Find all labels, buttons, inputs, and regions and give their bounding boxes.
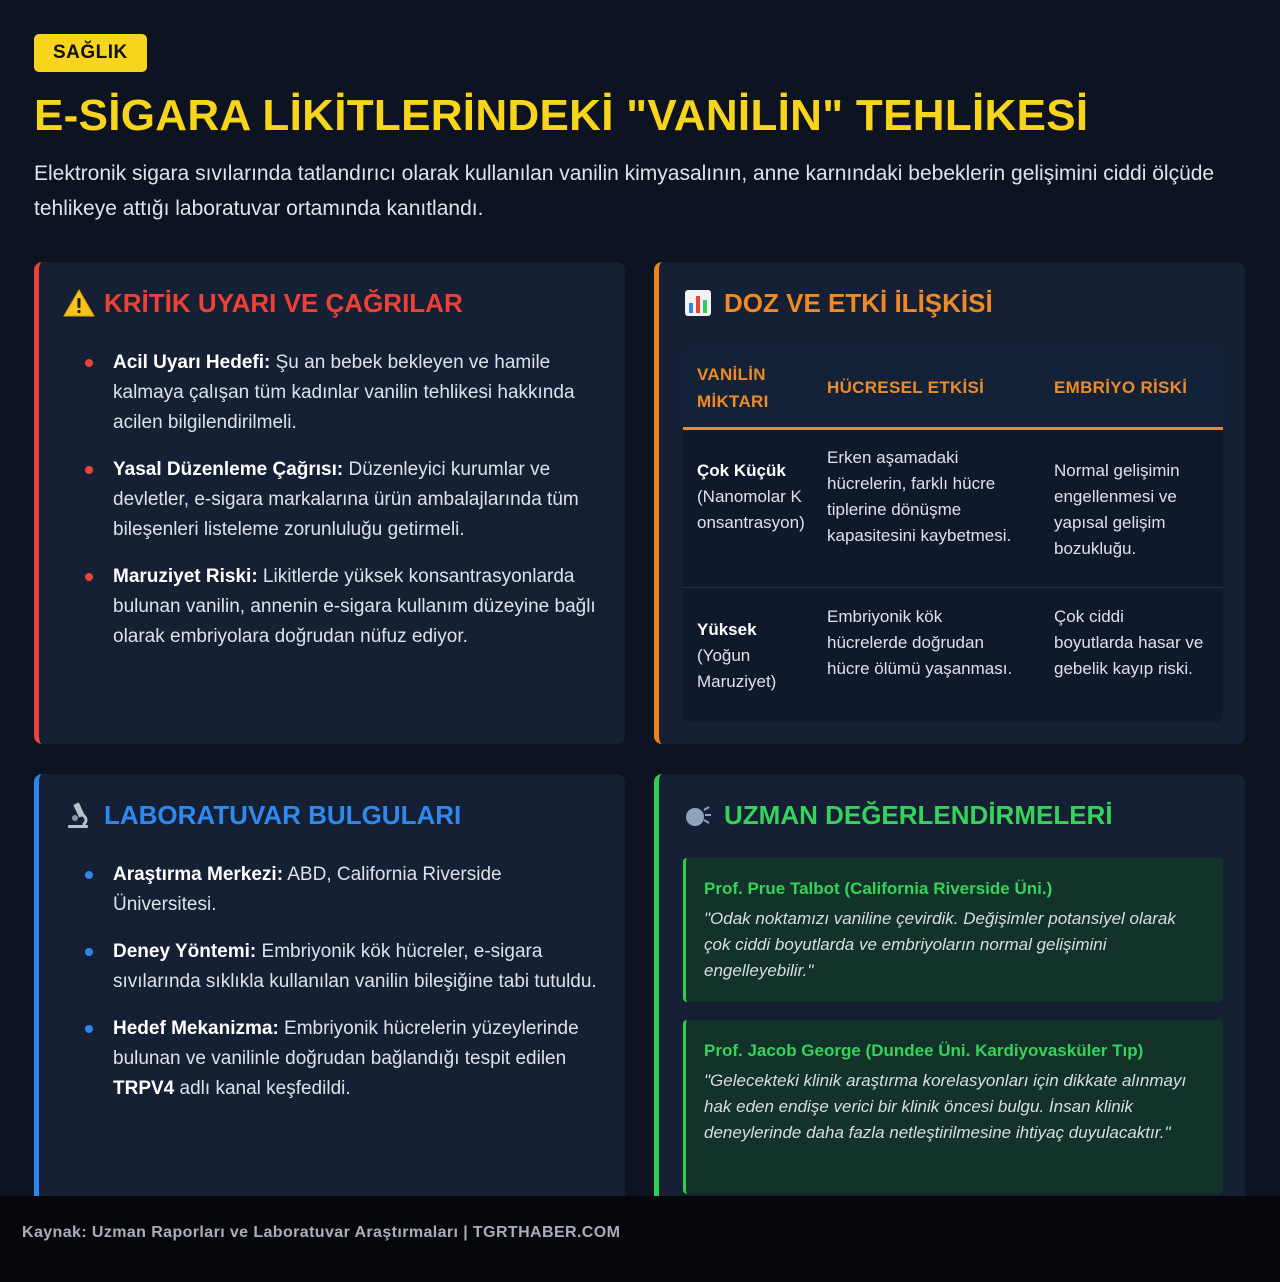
cell-risk: Çok ciddi boyutlarda hasar ve gebelik kayıp riski. — [1054, 607, 1204, 678]
experts-card — [654, 774, 1245, 1204]
warnings-card — [34, 262, 625, 744]
amount-bold: Çok Küçük — [697, 461, 786, 480]
table-header-row — [683, 346, 1223, 430]
column-header-amount: VANİLİN MİKTARI — [697, 365, 769, 411]
dose-card — [654, 262, 1245, 744]
item-text: Şu an bebek bekleyen ve hamile kalmaya çalışan tüm kadınlar vanilin tehlikesi hakkında acilen bilgilendirilmeli. — [113, 352, 575, 433]
item-text: Embriyonik kök hücreler, e-sigara sıvılarında sıklıkla kullanılan vanilin bileşiğine tabi tutuldu. — [113, 941, 597, 992]
quote-author: Prof. Jacob George (Dundee Üni. Kardiyovasküler Tıp) — [704, 1041, 1144, 1060]
dose-card-title — [683, 288, 993, 318]
lab-list — [113, 860, 603, 1121]
warning-icon — [63, 288, 95, 318]
bullet-dot — [85, 573, 93, 581]
bullet-dot — [85, 1025, 93, 1033]
cell-risk: Normal gelişimin engellenmesi ve yapısal gelişim bozukluğu. — [1054, 461, 1180, 558]
cell-amount — [697, 617, 807, 695]
cell-effect: Erken aşamadaki hücrelerin, farklı hücre tiplerine dönüşme kapasitesini kaybetmesi. — [827, 448, 1012, 545]
page-title: E-SİGARA LİKİTLERİNDEKİ "VANİLİN" TEHLİKESİ — [34, 91, 1089, 140]
dose-title-text: DOZ VE ETKİ İLİŞKİSİ — [724, 288, 993, 318]
item-text: ABD, California Riverside Üniversitesi. — [113, 864, 502, 915]
warnings-card-title — [63, 288, 463, 318]
page-subtitle: Elektronik sigara sıvılarında tatlandırıcı olarak kullanılan vanilin kimyasalının, anne karnındaki bebeklerin gelişimini ciddi ölçüde tehlikeye attığı laboratuvar ortamında kanıtlandı. — [34, 162, 1215, 220]
column-header-effect: HÜCRESEL ETKİSİ — [827, 378, 985, 397]
experts-card-title — [683, 800, 1113, 830]
item-label: Acil Uyarı Hedefi: — [113, 352, 271, 373]
table-row — [683, 589, 1223, 722]
microscope-icon — [63, 800, 95, 830]
cell-amount — [697, 458, 807, 536]
item-bold-term: TRPV4 — [113, 1078, 175, 1099]
warnings-list — [113, 348, 603, 669]
source-text: Kaynak: Uzman Raporları ve Laboratuvar Araştırmaları | TGRTHABER.COM — [22, 1224, 621, 1241]
amount-rest: (Nanomolar Konsantrasyon) — [697, 487, 805, 532]
footer — [0, 1196, 1280, 1282]
table-row — [683, 433, 1223, 588]
amount-rest: (Yoğun Maruziyet) — [697, 646, 777, 691]
item-text: Likitlerde yüksek konsantrasyonlarda bulunan vanilin, annenin e-sigara kullanım düzeyine bağlı olarak embriyolara doğrudan nüfuz ediyor. — [113, 566, 596, 647]
lab-card — [34, 774, 625, 1204]
quote-author: Prof. Prue Talbot (California Riverside Üni.) — [704, 879, 1053, 898]
lab-card-title — [63, 800, 461, 830]
item-label: Maruziyet Riski: — [113, 566, 258, 587]
dose-table — [683, 346, 1223, 722]
expert-quote — [683, 1020, 1223, 1194]
list-item — [113, 348, 603, 438]
item-text: Düzenleyici kurumlar ve devletler, e-sigara markalarına ürün ambalajlarında tüm bileşenleri listeleme zorunluluğu getirmeli. — [113, 459, 579, 540]
bullet-dot — [85, 871, 93, 879]
list-item — [113, 562, 603, 652]
cell-effect: Embriyonik kök hücrelerde doğrudan hücre ölümü yaşanması. — [827, 607, 1013, 678]
list-item — [113, 455, 603, 545]
quote-text: "Gelecekteki klinik araştırma korelasyonları için dikkate alınmayı hak eden endişe verici bir klinik öncesi bulgu. İnsan klinik deneylerinde daha fazla netleştirilmesine ihtiyaç duyulacaktır." — [704, 1071, 1187, 1142]
amount-bold: Yüksek — [697, 620, 757, 639]
item-label: Deney Yöntemi: — [113, 941, 257, 962]
column-header-risk: EMBRİYO RİSKİ — [1054, 378, 1188, 397]
page-header — [34, 34, 1246, 226]
bullet-dot — [85, 359, 93, 367]
bullet-dot — [85, 948, 93, 956]
item-label: Araştırma Merkezi: — [113, 864, 284, 885]
warnings-title-text: KRİTİK UYARI VE ÇAĞRILAR — [104, 288, 463, 318]
lab-title-text: LABORATUVAR BULGULARI — [104, 800, 462, 830]
item-text-end: adlı kanal keşfedildi. — [174, 1078, 351, 1099]
bar-chart-icon — [683, 288, 715, 318]
item-label: Hedef Mekanizma: — [113, 1018, 279, 1039]
list-item — [113, 937, 603, 997]
item-text: Embriyonik hücrelerin yüzeylerinde bulunan ve vanilinle doğrudan bağlandığı tespit edilen — [113, 1018, 579, 1069]
experts-title-text: UZMAN DEĞERLENDİRMELERİ — [724, 800, 1113, 830]
list-item — [113, 860, 603, 920]
list-item — [113, 1014, 603, 1104]
quote-text: "Odak noktamızı vaniline çevirdik. Değişimler potansiyel olarak çok ciddi boyutlarda ve embriyoların normal gelişimini engelleyebilir." — [704, 909, 1176, 980]
category-tag: SAĞLIK — [34, 34, 147, 72]
bullet-dot — [85, 466, 93, 474]
expert-quote — [683, 858, 1223, 1002]
item-label: Yasal Düzenleme Çağrısı: — [113, 459, 344, 480]
speech-icon — [683, 800, 715, 830]
